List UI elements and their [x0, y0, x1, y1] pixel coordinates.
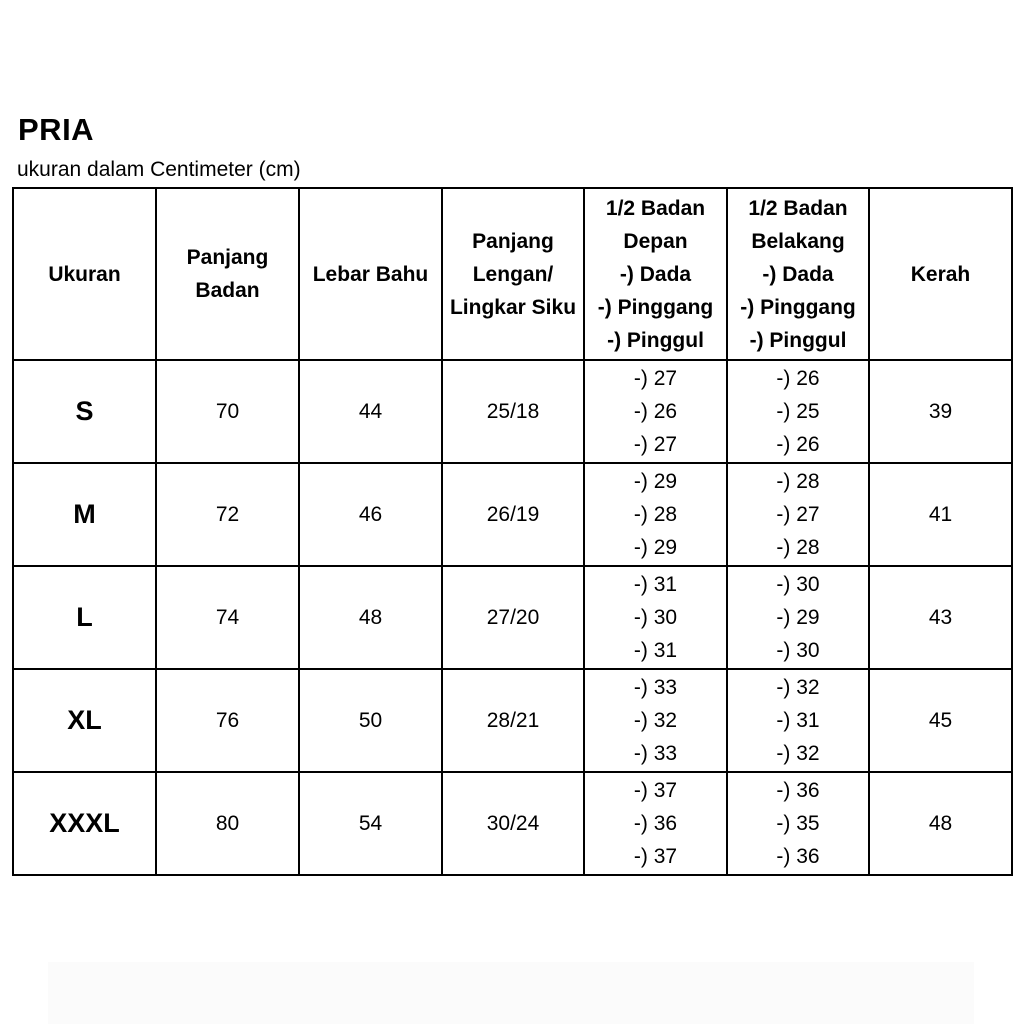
badan-belakang-cell	[727, 360, 869, 463]
cell-line: -) 29	[633, 536, 678, 559]
cell-line: Ukuran	[48, 262, 121, 286]
cell-line: Kerah	[910, 262, 971, 286]
cell-line: -) 26	[776, 367, 820, 390]
cell-line: -) 31	[776, 709, 820, 732]
badan-depan-cell	[584, 566, 727, 669]
cell-line: -) 36	[776, 845, 820, 868]
table-row	[13, 463, 1012, 566]
cell-line: -) Pinggang	[597, 295, 714, 319]
size-cell: XL	[13, 669, 156, 772]
cell-line: -) 29	[776, 606, 820, 629]
cell-line: -) 33	[633, 742, 678, 765]
panjang-badan-cell: 74	[156, 566, 299, 669]
cell-line: -) Dada	[619, 262, 692, 286]
table-row	[13, 669, 1012, 772]
cell-line: -) 35	[776, 812, 820, 835]
size-cell: L	[13, 566, 156, 669]
cell-line: -) 36	[633, 812, 678, 835]
cell-line: -) 30	[776, 573, 820, 596]
size-cell: XXXL	[13, 772, 156, 875]
cell-line: Lebar Bahu	[312, 262, 429, 286]
cell-line: -) 31	[633, 573, 678, 596]
cell-line: -) 26	[633, 400, 678, 423]
cell-line: -) 30	[776, 639, 820, 662]
panjang-badan-cell: 76	[156, 669, 299, 772]
size-cell: M	[13, 463, 156, 566]
cell-line: -) Dada	[762, 262, 834, 286]
cell-line: -) 33	[633, 676, 678, 699]
cell-line: -) 32	[776, 676, 820, 699]
cell-line: Depan	[623, 229, 688, 253]
badan-depan-cell	[584, 463, 727, 566]
page-title: PRIA	[18, 112, 95, 147]
cell-line: -) 26	[776, 433, 820, 456]
header-lebar-bahu	[299, 188, 442, 360]
cell-line: Lengan/	[472, 262, 554, 286]
kerah-cell: 45	[869, 669, 1012, 772]
cell-line: -) Pinggul	[607, 328, 704, 352]
cell-line: Badan	[195, 279, 260, 302]
cell-line: -) 29	[633, 470, 678, 493]
kerah-cell: 48	[869, 772, 1012, 875]
lebar-bahu-cell: 48	[299, 566, 442, 669]
panjang-badan-cell: 80	[156, 772, 299, 875]
kerah-cell: 39	[869, 360, 1012, 463]
cell-line: -) 37	[633, 845, 678, 868]
kerah-cell: 43	[869, 566, 1012, 669]
cell-line: -) 31	[633, 639, 678, 662]
size-cell: S	[13, 360, 156, 463]
badan-depan-cell	[584, 772, 727, 875]
header-panjang-lengan	[442, 188, 584, 360]
lengan-cell: 28/21	[442, 669, 584, 772]
cell-line: -) 28	[776, 536, 820, 559]
cell-line: -) 27	[633, 367, 678, 390]
cell-line: -) 32	[633, 709, 678, 732]
badan-depan-cell	[584, 669, 727, 772]
cell-line: 1/2 Badan	[605, 196, 706, 220]
header-kerah	[869, 188, 1012, 360]
cell-line: 1/2 Badan	[748, 196, 848, 220]
lengan-cell: 26/19	[442, 463, 584, 566]
header-panjang-badan	[156, 188, 299, 360]
kerah-cell: 41	[869, 463, 1012, 566]
badan-belakang-cell	[727, 772, 869, 875]
header-ukuran	[13, 188, 156, 360]
header-badan-depan	[584, 188, 727, 360]
lebar-bahu-cell: 54	[299, 772, 442, 875]
badan-belakang-cell	[727, 566, 869, 669]
page-subtitle: ukuran dalam Centimeter (cm)	[17, 158, 301, 181]
cell-line: -) 32	[776, 742, 820, 765]
lengan-cell: 27/20	[442, 566, 584, 669]
cell-line: -) 27	[776, 503, 820, 526]
table-row	[13, 566, 1012, 669]
cell-line: -) 36	[776, 779, 820, 802]
panjang-badan-cell: 70	[156, 360, 299, 463]
lengan-cell: 30/24	[442, 772, 584, 875]
header-badan-belakang	[727, 188, 869, 360]
header-row	[13, 188, 1012, 360]
cell-line: -) 30	[633, 606, 678, 629]
lebar-bahu-cell: 46	[299, 463, 442, 566]
size-chart-table	[12, 187, 1013, 876]
badan-depan-cell	[584, 360, 727, 463]
cell-line: -) 25	[776, 400, 820, 423]
panjang-badan-cell: 72	[156, 463, 299, 566]
lebar-bahu-cell: 44	[299, 360, 442, 463]
bottom-background-strip	[48, 962, 974, 1024]
cell-line: Panjang	[472, 229, 554, 253]
cell-line: Lingkar Siku	[449, 295, 577, 319]
badan-belakang-cell	[727, 463, 869, 566]
cell-line: -) 28	[776, 470, 820, 493]
cell-line: -) 28	[633, 503, 678, 526]
cell-line: -) Pinggang	[740, 295, 856, 319]
table-row	[13, 772, 1012, 875]
lebar-bahu-cell: 50	[299, 669, 442, 772]
cell-line: Panjang	[186, 246, 269, 269]
badan-belakang-cell	[727, 669, 869, 772]
lengan-cell: 25/18	[442, 360, 584, 463]
table-row	[13, 360, 1012, 463]
cell-line: -) Pinggul	[749, 328, 847, 352]
cell-line: -) 37	[633, 779, 678, 802]
cell-line: -) 27	[633, 433, 678, 456]
cell-line: Belakang	[751, 229, 845, 253]
